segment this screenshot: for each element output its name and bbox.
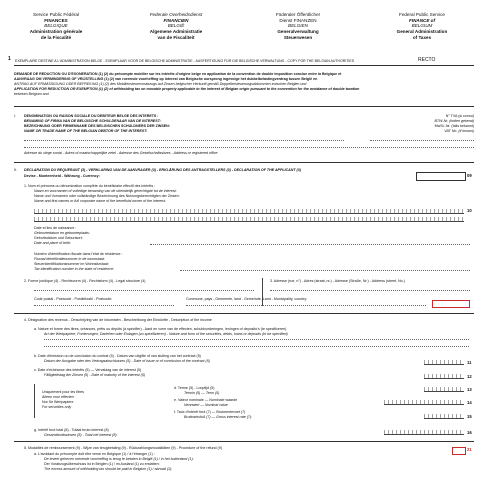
header-de-line4: Generalverwaltung — [277, 29, 319, 35]
header-fr — [0, 12, 116, 41]
header-nl — [116, 12, 236, 41]
intro-nl: AANVRAAG OM VERMINDERING OF VRIJSTELLING (1) (2) van roerende voorheffing op interest van Belgische oorsprong ingevolge het dubbelbelastingverdrag tussen België en — [14, 77, 318, 81]
header-de-line3: BELGIEN — [288, 23, 308, 29]
debtor-name-field[interactable] — [24, 140, 344, 141]
tin-en: Tax identification number in the state of residence: — [34, 267, 114, 271]
item2-3-separator — [262, 278, 263, 306]
total-interest-field[interactable] — [384, 430, 464, 435]
tin-de: Steueridentifikationsnummer im Wohnsitzstaat: — [34, 262, 109, 266]
item1-fr: 1. Nom et prénoms ou dénomination complète du bénéficiaire effectif des intérêts : — [24, 184, 156, 188]
currency-input[interactable] — [416, 172, 466, 181]
item4c-fr: c. Date d'échéance des intérêts (5) — Vervaldag van de interest (5) — [34, 368, 142, 372]
header-nl-line2: FINANCIEN — [163, 17, 189, 23]
header-de — [238, 12, 358, 41]
code-16: 16 — [467, 430, 472, 435]
section1-divider — [14, 162, 474, 163]
header-nl-line1: Federale Overheidsdienst — [149, 12, 203, 17]
vat-label-de: MwSt.-Nr. (falls bekannt) — [434, 124, 474, 128]
header-fr-line4: Administration générale — [29, 29, 83, 35]
intro-en: APPLICATION FOR REDUCTION OR EXEMPTION (1) (2) of withholding tax on movable property applicable to the interest of Belgian origin pursuant to the convention for the avoidance of double taxation — [14, 87, 360, 91]
header-en-line2: FINANCE of — [408, 17, 436, 23]
item4d-en: Termin (5) — Term (5) — [184, 391, 220, 395]
section1-line-fr: DENOMINATION OU RAISON SOCIALE DU DEBITEUR BELGE DES INTERETS : — [24, 114, 159, 118]
section2-divider — [14, 313, 474, 314]
item4f-fr: f. Taux d'intérêt brut (7) — Brutorentevoet (7) — [174, 410, 246, 414]
intro-fr: DEMANDE DE REDUCTION OU D'EXONERATION (1) (2) du précompte mobilier sur les intérêts d'origine belge en application de la convention de double imposition conclue entre la Belgique et — [14, 72, 342, 76]
postcode-field[interactable] — [34, 305, 174, 306]
item2-label: 2. Forme juridique (4) - Rechtsvorm (4) - Rechtsform (4) - Legal structure (4) — [24, 279, 146, 283]
tax-id-field[interactable] — [180, 270, 470, 271]
tin-nl: Fiscaal identificatienummer in de woonstaat: — [34, 257, 105, 261]
term-field[interactable] — [424, 387, 464, 392]
item4-label: 4. Désignation des revenus - Omschrijving van de inkomsten - Beschreibung der Einkünfte - Description of the income — [24, 318, 212, 322]
vat-label-nl: BTW-Nr. (indien gekend) — [434, 119, 474, 123]
copy-divider — [14, 65, 474, 66]
item4d-fr: d. Terme (5) - Looptijd (5) — [174, 386, 215, 390]
item4g-en: Gesamtbruttozinsen (8) - Total net interest (8) — [44, 433, 117, 437]
intro-de: ANTRAG AUF ERMÄSSIGUNG ODER BEFREIUNG (1) (2) des Mobiliensteuervorabzugs auf Zinsen belgischer Herkunft gemäß Doppelbesteuerungsabkommen zwischen Belgien und — [14, 82, 307, 86]
birth-date-place-field[interactable] — [150, 244, 470, 245]
item4g-fr: g. Intérêt brut total (8) - Totaal bruto interest (8) — [34, 428, 109, 432]
section1-line-de: BEZEICHNUNG ODER FIRMENNAME DES BELGISCHEN SCHULDNERS DER ZINSEN: — [24, 124, 170, 128]
postcode-label: Code postal - Postcode - Postleitzahl - Postcode: — [34, 297, 113, 301]
item1-de: Name und Vornamen oder vollständige Bezeichnung des Nutzungsberechtigten der Zinsen: — [34, 194, 180, 198]
intro-divider — [14, 106, 474, 107]
section1-number: I. — [14, 114, 16, 118]
refund-location-box[interactable] — [452, 447, 466, 455]
street-address-field[interactable] — [270, 290, 470, 291]
copy-number: 1 — [8, 56, 11, 62]
vat-label-fr: N° TVA (si connu) — [445, 114, 474, 118]
debtor-address-field[interactable] — [24, 147, 474, 148]
header-en-line3: BELGIUM — [411, 23, 433, 29]
header-nl-line3: BELGIË — [167, 23, 185, 29]
legal-structure-field[interactable] — [34, 290, 254, 291]
beneficiary-name-field[interactable] — [34, 209, 464, 214]
birth-de: Geburtsdatum und Geburtsort: — [34, 236, 83, 240]
maturity-date-field[interactable] — [424, 374, 464, 379]
code-10: 10 — [467, 208, 472, 213]
securities-only-nl: Alleen voor effecten — [42, 395, 74, 399]
item1-nl: Naam en voornamen of volledige benaming van de uiteindelijk gerechtigde tot de interest: — [34, 189, 177, 193]
vat-label-en: VAT No. (if known) — [444, 129, 474, 133]
section1-line-en: NAME OR TRADE NAME OF THE BELGIAN DEBTOR OF THE INTEREST: — [24, 129, 148, 133]
code-21: 21 — [467, 447, 472, 452]
securities-nature-field-2[interactable] — [44, 346, 469, 347]
securities-nature-field[interactable] — [44, 339, 469, 340]
intro-end: between Belgium and — [14, 92, 49, 96]
item5a-nl: De teveel geheven roerende voorheffing is terug te betalen in België (1) / in het buitenland (1): — [44, 457, 194, 461]
header-en-line4: General Administration — [396, 29, 448, 35]
securities-bracket — [34, 384, 35, 418]
code-13: 13 — [467, 387, 472, 392]
birth-fr: Date et lieu de naissance : — [34, 226, 77, 230]
birth-en: Date and place of birth: — [34, 241, 72, 245]
country-code-box[interactable] — [432, 300, 470, 308]
currency-label: Devise - Munteenheid - Währung - Currency: — [24, 174, 100, 178]
nominal-value-field[interactable] — [384, 400, 464, 405]
securities-only-fr: Uniquement pour les titres — [42, 390, 84, 394]
vat-number-field[interactable] — [370, 140, 474, 141]
section1-line-nl: BENAMING OF FIRMA VAN DE BELGISCHE SCHULDENAAR VAN DE INTEREST: — [24, 119, 161, 123]
item4e-en: Nennwert — Nominal value — [184, 403, 228, 407]
item4f-en: Bruttozinsfuß (7) — Gross interest rate (7): — [184, 415, 253, 419]
item4-divider — [14, 441, 474, 442]
header-fr-line5: de la Fiscalité — [40, 34, 72, 40]
item4a-en: Art der Wertpapiere, Forderungen, Darlehen oder Einlagen (zu spezifizieren) - Nature and form of the securities, debts, loans or deposits (to be specified) — [44, 332, 288, 336]
securities-only-de: Nur für Wertpapiere — [42, 400, 74, 404]
securities-only-en: For securities only — [42, 405, 72, 409]
section1-address-label: Adresse du siège social - Adres of maatschappelijke zetel - Adresse des Gesellschaftssitzes - Address or registered office — [24, 151, 218, 155]
copy-line-text: EXEMPLAIRE DESTINE A L'ADMINISTRATION BELGE - EXEMPLAAR VOOR DE BELGISCHE ADMINISTRATIE - AUSFERTIGUNG FÜR DIE BELGISCHE VERWALTUNG - COPY FOR THE BELGIAN AUTHORITIES — [15, 59, 355, 63]
header-fr-line1: Service Public Fédéral — [33, 12, 79, 17]
item3-label: 3. Adresse (rue, n°) - Adres (straat, nr.) - Adresse (Straße, Nr.) - Address (street, No.) — [270, 279, 405, 283]
item4b-en: Datum der Ausgabe oder des Vertragsabschlusses (5) - Date of issue or of conclusion of the contract (5) — [44, 359, 210, 363]
header-en-line1: Federal Public Service — [399, 12, 445, 17]
header-en — [362, 12, 480, 41]
code-11: 11 — [467, 360, 472, 365]
code-15: 15 — [467, 414, 472, 419]
issue-date-field[interactable] — [424, 360, 464, 365]
header-nl-line4: Algemene Administratie — [149, 29, 203, 35]
municipality-label: Commune, pays - Gemeente, land - Gemeinde, Land - Municipality, country: — [186, 297, 308, 301]
header-de-line5: Steuerwesen — [283, 34, 313, 40]
item4a-fr: a. Nature et forme des titres, créances, prêts ou dépôts (à spécifier) - Aard en vorm van de effecten, schuldvorderingen, leningen of deposito's (te specificeren) — [34, 327, 287, 331]
item4b-fr: b. Date d'émission ou de conclusion du contrat (5) - Datum van uitgifte of van sluiting van het contract (5) — [34, 354, 201, 358]
item4e-fr: e. Valeur nominale — Nominale waarde — [174, 398, 238, 402]
section2-title: DECLARATION DU REQUERANT (3) - VERKLARING VAN DE AANVRAGER (3) - ERKLÄRUNG DES ANTRAGSTELLERS (3) - DECLARATION OF THE APPLICANT (3) — [24, 168, 301, 172]
beneficiary-name-field-2[interactable] — [34, 217, 464, 222]
item5-title: 5. Modalités de remboursement (9) - Wijze van terugbetaling (9) - Rückzahlungsmodalitäten (9) - Procedure of the refund (9) — [24, 446, 222, 450]
item5a-en: The excess amount of withholding tax should be paid in Belgium (1) / abroad (1): — [44, 467, 173, 471]
birth-nl: Geboortedatum en geboorteplaats: — [34, 231, 90, 235]
recto-label: RECTO — [418, 57, 436, 63]
currency-code: 09 — [467, 173, 472, 178]
municipality-field[interactable] — [186, 305, 426, 306]
code-14: 14 — [467, 400, 472, 405]
tin-fr: Numéro d'identification fiscale dans l'état de résidence : — [34, 252, 123, 256]
item5a-de: Der Vorabzugsüberschuss ist in Belgien (1) / im Ausland (1) zu erstatten: — [44, 462, 160, 466]
gross-rate-field[interactable] — [424, 414, 464, 419]
header-de-line2: Dienst FINANZEN — [279, 17, 317, 23]
header-fr-line2: FINANCES — [44, 17, 68, 23]
item5a-fr: a. L'avoidant du précompte doit être versé en Belgique (1) / à l'étranger (1) : — [34, 452, 155, 456]
header-fr-line3: BELGIQUE — [44, 23, 68, 29]
header-nl-line5: van de Fiscaliteit — [157, 34, 195, 40]
item4c-en: Fälligkeitstag der Zinsen (5) - Date of maturity of the interest (5) — [44, 373, 146, 377]
code-12: 12 — [467, 374, 472, 379]
item1-en: Name and first names or full corporate name of the beneficial owner of the interest: — [34, 199, 166, 203]
header-en-line5: of Taxes — [412, 34, 432, 40]
section2-number: II. — [14, 168, 17, 172]
header-de-line1: Föderaler Öffentlicher — [275, 12, 321, 17]
